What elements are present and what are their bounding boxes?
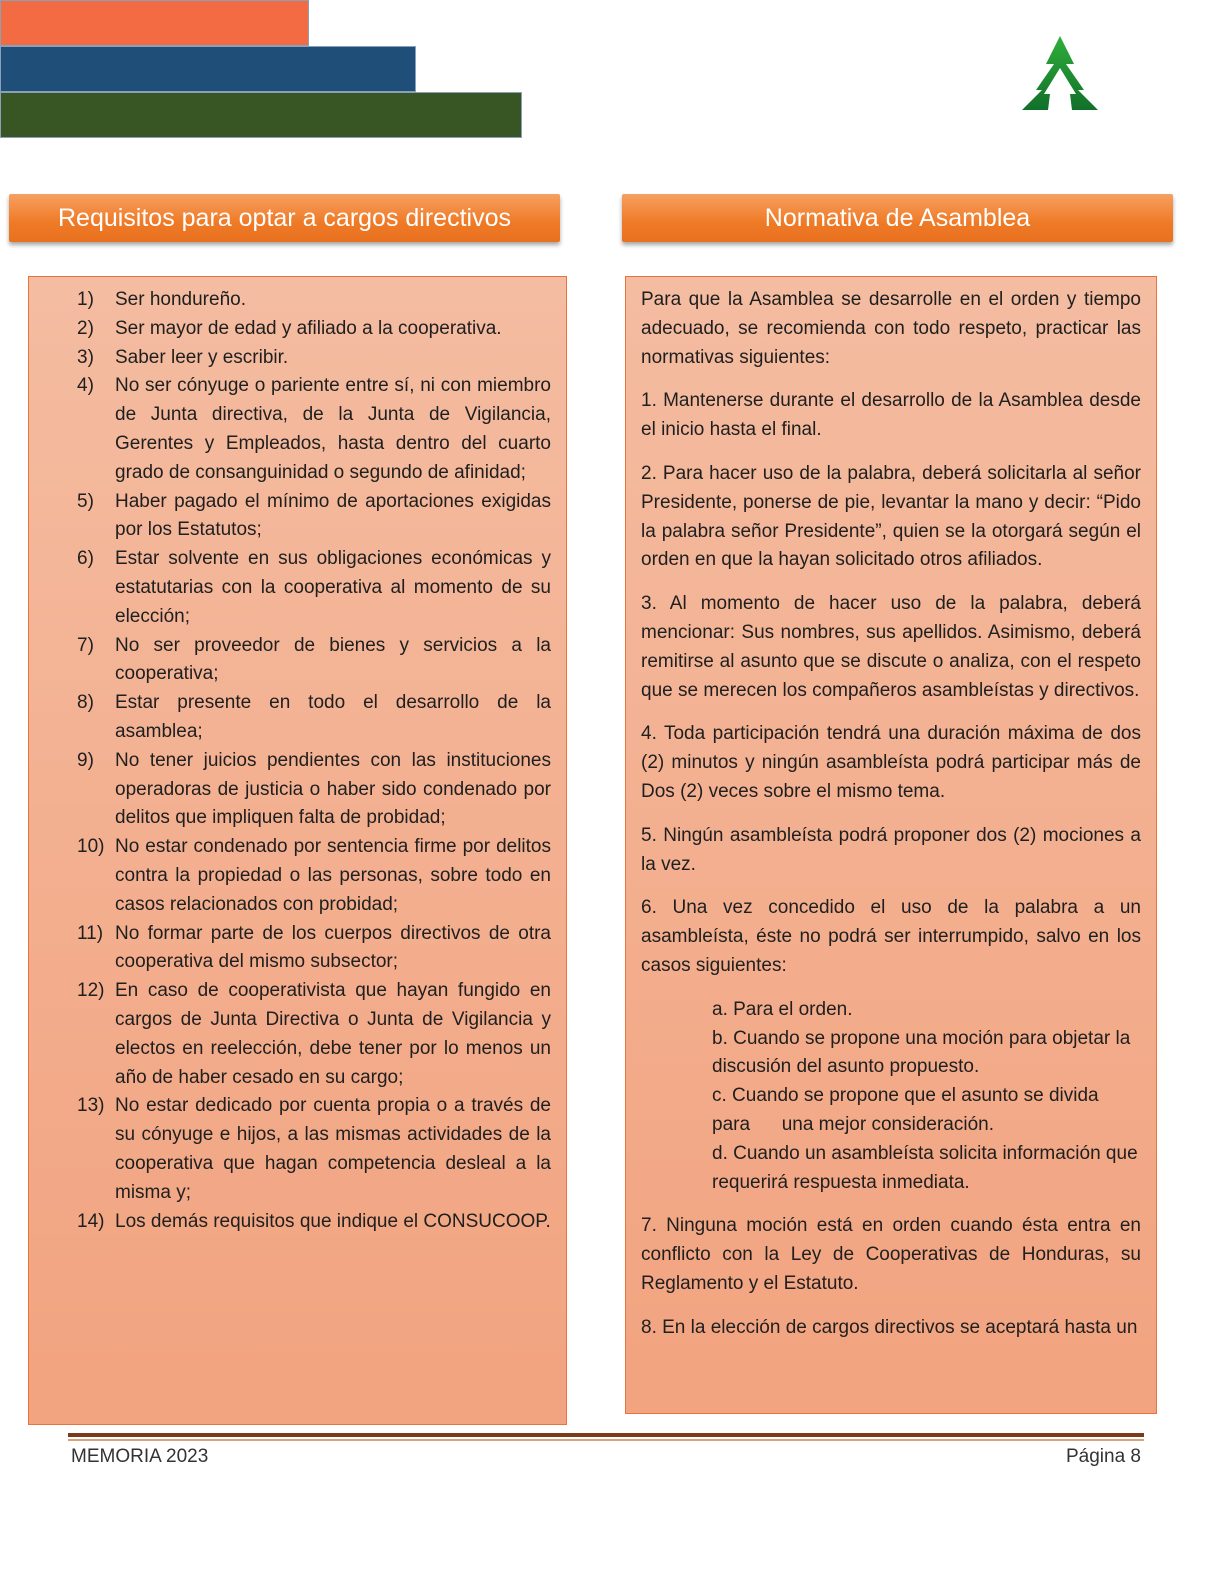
list-item [77,1092,551,1207]
requirements-panel [28,276,567,1425]
list-item-text: Ser hondureño. [115,289,246,310]
list-item-number: 9) [77,749,94,771]
page-number: Página 8 [1065,1446,1141,1467]
rules-list [641,387,1141,980]
rule-paragraph: 4. Toda participación tendrá una duración máxima de dos (2) minutos y ningún asambleísta podrá participar más de Dos (2) veces sobre el mismo tema. [641,723,1141,802]
list-item-text: Saber leer y escribir. [115,346,289,368]
requirements-header: Requisitos para optar a cargos directivos [9,194,560,242]
header-bar-green [0,92,522,138]
list-item-text: No estar condenado por sentencia firme por delitos contra la propiedad o las personas, sobre todo en casos relacionados con probidad; [115,836,551,915]
rule-paragraph: 6. Una vez concedido el uso de la palabra a un asambleísta, éste no podrá ser interrumpido, salvo en los casos siguientes: [641,897,1141,976]
list-item [77,689,551,747]
list-item-number: 8) [77,692,94,714]
footer-rule-thin [68,1439,1144,1441]
list-item-number: 2) [77,317,94,339]
rules-sub-list [641,996,1141,1198]
list-item [77,286,551,315]
list-item-number: 12) [77,980,105,1002]
sub-list-item: c. Cuando se propone que el asunto se divida para una mejor consideración. [712,1085,1104,1135]
rule-paragraph: 1. Mantenerse durante el desarrollo de la Asamblea desde el inicio hasta el final. [641,390,1141,441]
header-bar-orange [0,0,309,46]
assembly-rules-header: Normativa de Asamblea [622,194,1173,242]
list-item-text: Ser mayor de edad y afiliado a la cooperativa. [115,317,502,339]
header-bar-blue [0,46,416,92]
list-item-text: Los demás requisitos que indique el CONSUCOOP. [115,1210,551,1232]
list-item [77,315,551,344]
list-item [77,632,551,690]
list-item-number: 13) [77,1095,105,1117]
list-item-number: 7) [77,634,94,656]
list-item-number: 11) [77,922,104,944]
requirements-list [77,286,551,1236]
footer-rule [68,1433,1144,1437]
list-item-number: 4) [77,375,94,397]
list-item-number: 6) [77,548,94,570]
list-item-number: 5) [77,490,94,512]
sub-list-item: b. Cuando se propone una moción para objetar la discusión del asunto propuesto. [712,1027,1136,1078]
footer-title: MEMORIA 2023 [71,1446,209,1467]
list-item-text: No tener juicios pendientes con las instituciones operadoras de justicia o haber sido condenado por delitos que impliquen falta de probidad; [115,749,551,829]
list-item-text: No ser cónyuge o pariente entre sí, ni con miembro de Junta directiva, de la Junta de Vigilancia, Gerentes y Empleados, hasta dentro del cuarto grado de consanguinidad o segundo de afinidad; [115,375,551,483]
list-item [77,488,551,546]
list-item [77,920,551,978]
rule-paragraph: 5. Ningún asambleísta podrá proponer dos (2) mociones a la vez. [641,824,1141,875]
rule-paragraph: 2. Para hacer uso de la palabra, deberá solicitarla al señor Presidente, ponerse de pie, levantar la mano y decir: “Pido la palabra señor Presidente”, quien se la otorgará según el orden en que la hayan solicitado otros afiliados. [641,462,1141,571]
rule-paragraph: 7. Ninguna moción está en orden cuando ésta entra en conflicto con la Ley de Cooperativas de Honduras, su Reglamento y el Estatuto. [641,1215,1141,1294]
list-item-text: No ser proveedor de bienes y servicios a la cooperativa; [115,634,551,685]
list-item [77,344,551,373]
list-item [77,1208,551,1237]
rule-paragraph: 8. En la elección de cargos directivos se aceptará hasta un [641,1316,1138,1338]
pine-tree-logo-icon [1018,34,1102,112]
list-item-number: 14) [77,1210,105,1232]
list-item-text: Haber pagado el mínimo de aportaciones exigidas por los Estatutos; [115,490,551,541]
list-item [77,545,551,631]
list-item [77,747,551,833]
list-item-text: Estar solvente en sus obligaciones económicas y estatutarias con la cooperativa al momento de su elección; [115,548,551,627]
list-item-text: Estar presente en todo el desarrollo de la asamblea; [115,692,551,742]
list-item [77,977,551,1092]
list-item-number: 3) [77,346,94,368]
assembly-rules-panel [625,276,1157,1414]
rules-list-continued [641,1212,1141,1342]
list-item-text: En caso de cooperativista que hayan fungido en cargos de Junta Directiva o Junta de Vigilancia y electos en reelección, debe tener por lo menos un año de haber cesado en su cargo; [115,980,551,1088]
list-item-text: No estar dedicado por cuenta propia o a través de su cónyuge e hijos, a las mismas actividades de la cooperativa que hagan competencia desleal a la misma y; [115,1095,551,1203]
list-item-number: 1) [77,289,94,310]
rule-paragraph: 3. Al momento de hacer uso de la palabra, deberá mencionar: Sus nombres, sus apellidos. Asimismo, deberá remitirse al asunto que se discute o analiza, con el respeto que se merecen los compañeros asambleístas y directivos. [641,593,1141,701]
list-item [77,372,551,487]
sub-list-item: d. Cuando un asambleísta solicita información que requerirá respuesta inmediata. [712,1142,1143,1193]
list-item-text: No formar parte de los cuerpos directivos de otra cooperativa del mismo subsector; [115,922,551,973]
sub-list-item: a. Para el orden. [712,998,853,1020]
rules-intro: Para que la Asamblea se desarrolle en el orden y tiempo adecuado, se recomienda con todo respeto, practicar las normativas siguientes: [641,289,1141,368]
list-item-number: 10) [77,836,105,858]
list-item [77,833,551,919]
